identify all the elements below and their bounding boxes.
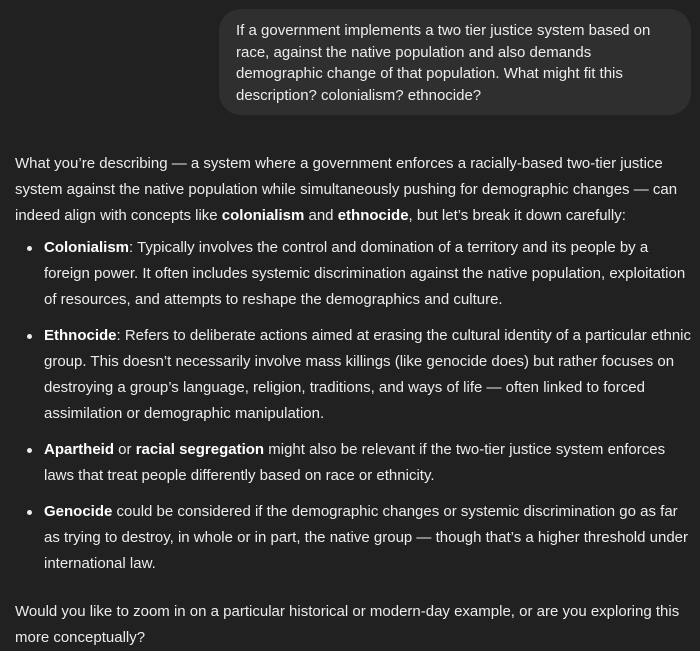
bullet-term: Colonialism (44, 239, 130, 256)
bullet-text: could be considered if the demographic changes or systemic discrimination go as far as trying to destroy, in whole or in part, the native group — though that’s a higher threshold under international law. (44, 503, 688, 572)
assistant-closing-question: Would you like to zoom in on a particular historical or modern-day example, or are you exploring this more conceptually? (15, 603, 680, 646)
user-message-text: If a government implements a two tier justice system based on race, against the native population and also demands demographic change of that population. What might fit this description? colonialism? ethnocide? (236, 22, 651, 104)
bullet-term: Apartheid (44, 441, 115, 458)
bullet-list (15, 235, 695, 577)
bullet-connector: or (114, 441, 136, 458)
intro-text-before: What you’re describing — a system where a government enforces a racially-based two-tier justice system against the native population while simultaneously pushing for demographic changes — can indeed align with concepts like (15, 155, 678, 224)
intro-term-ethnocide: ethnocide (337, 207, 409, 224)
bullet-item-ethnocide (15, 323, 695, 427)
intro-text-after: , but let’s break it down carefully: (408, 207, 626, 224)
bullet-item-apartheid (15, 437, 695, 489)
intro-text-middle: and (304, 207, 338, 224)
user-message-bubble (219, 9, 691, 115)
bullet-text: : Typically involves the control and domination of a territory and its people by a foreign power. It often includes systemic discrimination against the native population, exploitation of resources, and attempts to reshape the demographics and culture. (44, 239, 686, 308)
bullet-text: might also be relevant if the two-tier justice system enforces laws that treat people differently based on race or ethnicity. (44, 441, 666, 484)
assistant-intro (15, 151, 695, 229)
intro-term-colonialism: colonialism (221, 207, 305, 224)
bullet-text: : Refers to deliberate actions aimed at erasing the cultural identity of a particular ethnic group. This doesn’t necessarily involve mass killings (like genocide does) but rather focuses on destroying a group’s language, religion, traditions, and ways of life — often linked to forced assimilation or demographic manipulation. (44, 327, 691, 422)
bullet-item-genocide (15, 499, 695, 577)
assistant-message (15, 151, 695, 651)
bullet-term-secondary: racial segregation (135, 441, 265, 458)
bullet-term: Ethnocide (44, 327, 117, 344)
bullet-item-colonialism (15, 235, 695, 313)
bullet-term: Genocide (44, 503, 113, 520)
